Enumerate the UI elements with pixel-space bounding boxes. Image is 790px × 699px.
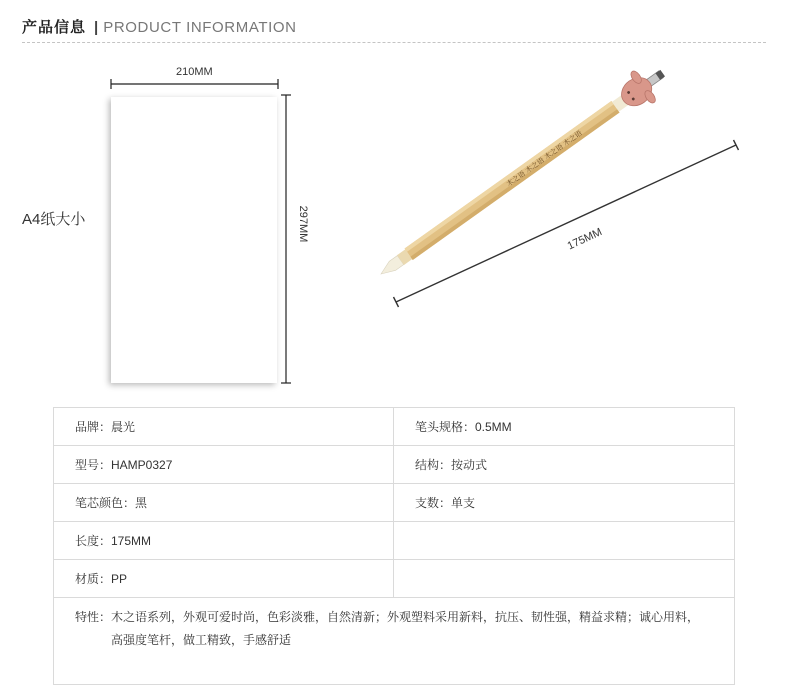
feature-key: 特性： [75, 610, 112, 624]
spec-ink-color: 笔芯颜色：黑 [54, 484, 394, 522]
spec-empty-cell [394, 522, 735, 560]
table-row [54, 408, 735, 446]
spec-table [53, 407, 735, 685]
paper-width-dimension [111, 79, 278, 89]
pen-length-label: 175MM [565, 226, 604, 253]
spec-material: 材质：PP [54, 560, 394, 598]
table-row [54, 484, 735, 522]
spec-empty-cell [394, 560, 735, 598]
feature-value: 木之语系列，外观可爱时尚，色彩淡雅，自然清新；外观塑料采用新料，抗压、韧性强，精益求精；诚心用料，高强度笔杆，做工精致，手感舒适 [111, 610, 700, 647]
table-row [54, 446, 735, 484]
pen-illustration [370, 58, 674, 290]
paper-size-label: A4纸大小 [22, 211, 86, 228]
spec-length: 长度：175MM [54, 522, 394, 560]
spec-model: 型号：HAMP0327 [54, 446, 394, 484]
section-title-en: PRODUCT INFORMATION [103, 19, 297, 36]
spec-features [54, 598, 735, 685]
section-title-cn: 产品信息 [22, 19, 87, 36]
paper-width-label: 210MM [176, 66, 213, 78]
table-row [54, 598, 735, 685]
spec-brand: 品牌：晨光 [54, 408, 394, 446]
pen-barrel-print: 木之语 木之语 木之语 木之语 [505, 129, 584, 189]
spec-quantity: 支数：单支 [394, 484, 735, 522]
table-row [54, 522, 735, 560]
spec-structure: 结构：按动式 [394, 446, 735, 484]
spec-tip-size: 笔头规格：0.5MM [394, 408, 735, 446]
paper-height-dimension [281, 95, 291, 383]
table-row [54, 560, 735, 598]
paper-height-label: 297MM [297, 205, 309, 243]
title-separator: | [94, 19, 99, 36]
